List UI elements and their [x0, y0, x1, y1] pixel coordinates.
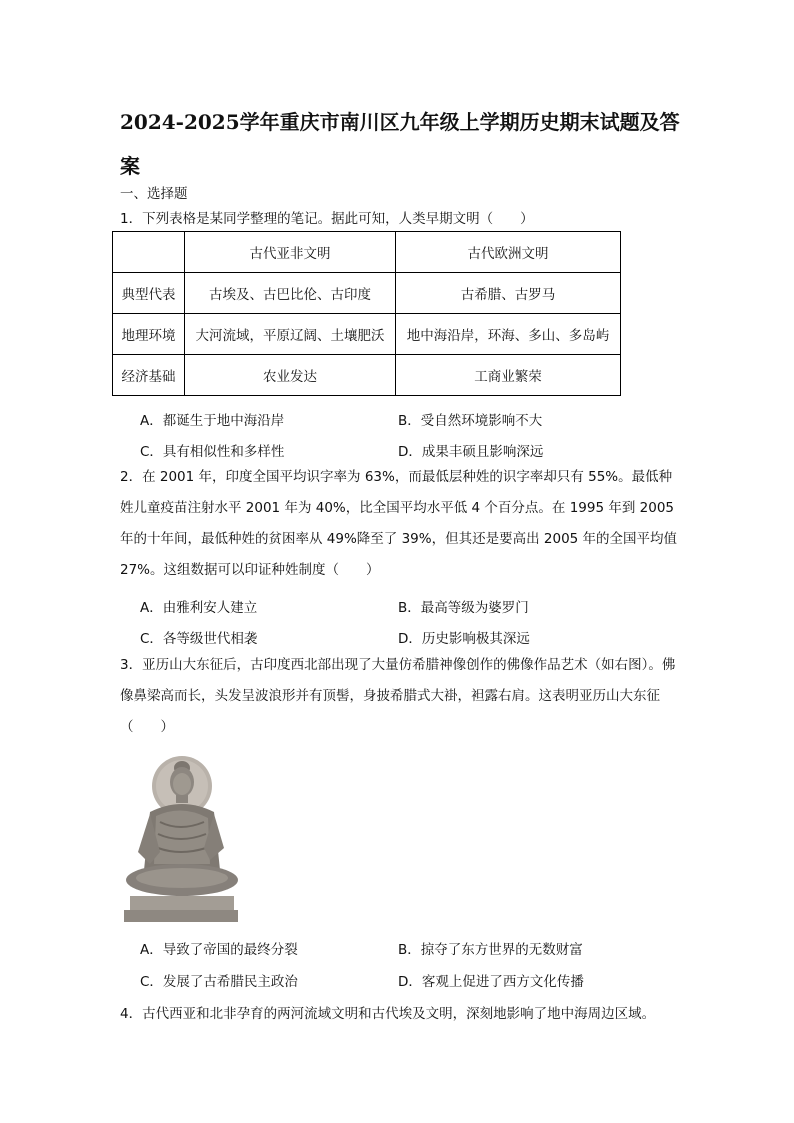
buddha-statue-image [120, 752, 242, 924]
question-2-option-b: B．最高等级为婆罗门 [398, 600, 529, 616]
question-3-option-c: C．发展了古希腊民主政治 [140, 974, 298, 990]
page-title: 2024-2025学年重庆市南川区九年级上学期历史期末试题及答案 [120, 110, 680, 178]
question-4-stem: 4．古代西亚和北非孕育的两河流域文明和古代埃及文明，深刻地影响了地中海周边区域。 [120, 1006, 656, 1022]
question-3-option-a: A．导致了帝国的最终分裂 [140, 942, 298, 958]
table-cell: 典型代表 [113, 273, 185, 314]
table-header-cell [113, 232, 185, 273]
question-3-option-b: B．掠夺了东方世界的无数财富 [398, 942, 583, 958]
table-row [113, 314, 621, 355]
table-cell: 大河流域，平原辽阔、土壤肥沃 [185, 314, 396, 355]
table-row [113, 355, 621, 396]
table-cell: 古埃及、古巴比伦、古印度 [185, 273, 396, 314]
question-1-option-d: D．成果丰硕且影响深远 [398, 444, 544, 460]
question-3-stem: 3．亚历山大东征后，古印度西北部出现了大量仿希腊神像创作的佛像作品艺术（如右图）。佛像鼻梁高而长，头发呈波浪形并有顶髻，身披希腊式大褂，袒露右肩。这表明亚历山大东征（ ） [120, 657, 676, 735]
table-cell: 地理环境 [113, 314, 185, 355]
question-2-option-a: A．由雅利安人建立 [140, 600, 258, 616]
table-cell: 工商业繁荣 [396, 355, 621, 396]
table-cell: 古希腊、古罗马 [396, 273, 621, 314]
notes-table [112, 231, 621, 396]
question-2-stem: 2．在 2001 年，印度全国平均识字率为 63%，而最低层种姓的识字率却只有 55%。最低种姓儿童疫苗注射水平 2001 年为 40%，比全国平均水平低 4 个百分点。在 1995 年到 2005 年的十年间，最低种姓的贫困率从 49%降至了 39%，但其还是要高出 2005 年的全国平均值 27%。这组数据可以印证种姓制度（ ） [120, 469, 678, 578]
table-row [113, 273, 621, 314]
question-2-option-c: C．各等级世代相袭 [140, 631, 258, 647]
table-cell: 经济基础 [113, 355, 185, 396]
question-2-option-d: D．历史影响极其深远 [398, 631, 530, 647]
table-header-cell: 古代欧洲文明 [396, 232, 621, 273]
question-1-stem: 1．下列表格是某同学整理的笔记。据此可知，人类早期文明（ ） [120, 211, 534, 227]
table-header-row [113, 232, 621, 273]
table-header-cell: 古代亚非文明 [185, 232, 396, 273]
question-1-option-b: B．受自然环境影响不大 [398, 413, 543, 429]
question-1-option-c: C．具有相似性和多样性 [140, 444, 285, 460]
question-3-option-d: D．客观上促进了西方文化传播 [398, 974, 584, 990]
section-heading: 一、选择题 [120, 186, 188, 202]
table-cell: 农业发达 [185, 355, 396, 396]
table-cell: 地中海沿岸，环海、多山、多岛屿 [396, 314, 621, 355]
question-1-option-a: A．都诞生于地中海沿岸 [140, 413, 285, 429]
